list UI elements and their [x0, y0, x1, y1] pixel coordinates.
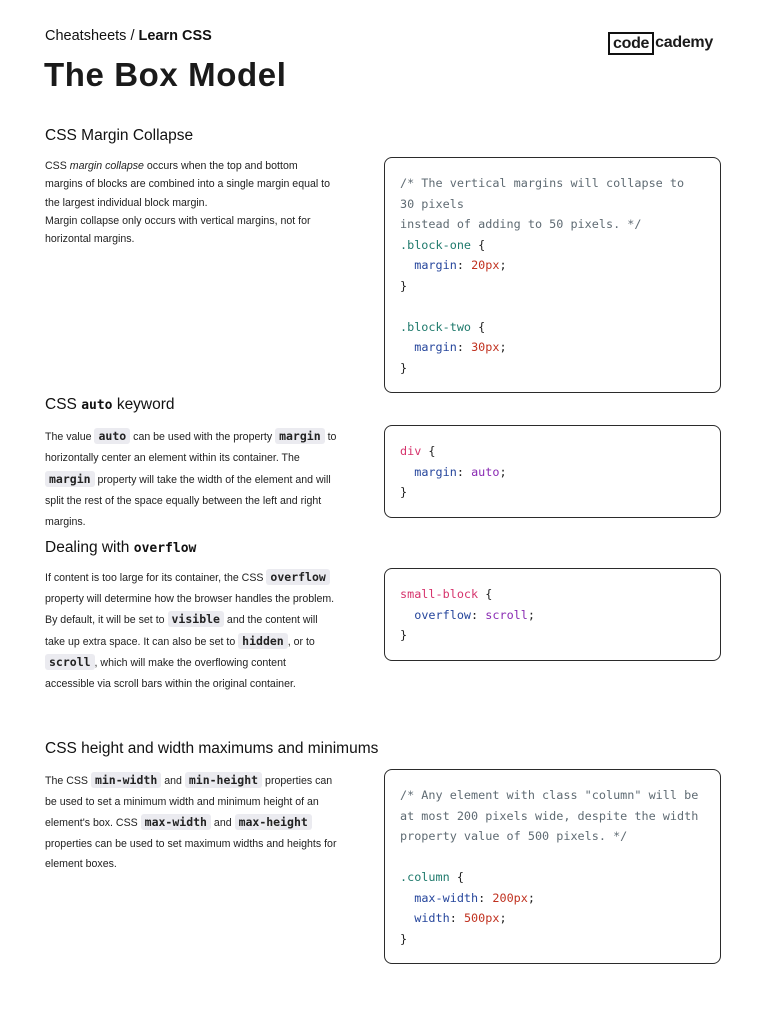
- section-heading-auto: CSS auto keyword: [45, 396, 175, 413]
- code-block-overflow: small-block { overflow: scroll; }: [384, 568, 721, 661]
- breadcrumb-link-cheatsheets[interactable]: Cheatsheets /: [45, 28, 135, 44]
- logo-box-text: code: [608, 32, 654, 55]
- inline-code-max-width: max-width: [141, 814, 211, 830]
- inline-code-hidden: hidden: [238, 633, 288, 649]
- inline-code-max-height: max-height: [235, 814, 312, 830]
- logo-rest-text: cademy: [655, 34, 713, 51]
- inline-code-min-height: min-height: [185, 772, 262, 788]
- section-heading-overflow: Dealing with overflow: [45, 539, 197, 556]
- inline-code-margin: margin: [275, 428, 325, 444]
- codecademy-logo[interactable]: [608, 31, 713, 55]
- breadcrumb: [45, 28, 212, 44]
- code-block-auto: div { margin: auto; }: [384, 425, 721, 518]
- section-text-min-max: The CSS min-width and min-height properties can be used to set a minimum width and minimum height of an element's box. CSS max-width and max-height properties can be used to set maximum widths and heights for element boxes.: [45, 773, 337, 871]
- code-block-margin-collapse: /* The vertical margins will collapse to 30 pixels instead of adding to 50 pixels. */ .block-one { margin: 20px; } .block-two { margin: 30px; }: [384, 157, 721, 393]
- code-block-min-max: /* Any element with class "column" will be at most 200 pixels wide, despite the width property value of 500 pixels. */ .column { max-width: 200px; width: 500px; }: [384, 769, 721, 964]
- inline-code-margin: margin: [45, 471, 95, 487]
- inline-code-scroll: scroll: [45, 654, 95, 670]
- section-heading-margin-collapse: CSS Margin Collapse: [45, 127, 194, 144]
- inline-code-overflow: overflow: [266, 569, 329, 585]
- section-heading-min-max: CSS height and width maximums and minimums: [45, 740, 379, 757]
- breadcrumb-current[interactable]: Learn CSS: [138, 28, 212, 44]
- section-text-margin-collapse: CSS margin collapse occurs when the top and bottom margins of blocks are combined into a single margin equal to the largest individual block margin. Margin collapse only occurs with vertical margins, not for horizontal margins.: [45, 160, 331, 246]
- section-text-auto: The value auto can be used with the property margin to horizontally center an element within its container. The margin property will take the width of the element and will split the rest of the space equally between the left and right margins.: [45, 429, 337, 528]
- inline-code-auto: auto: [94, 428, 130, 444]
- inline-code-min-width: min-width: [91, 772, 161, 788]
- inline-code-visible: visible: [168, 611, 224, 627]
- page-title: The Box Model: [44, 56, 287, 93]
- section-text-overflow: If content is too large for its container, the CSS overflow property will determine how the browser handles the problem. By default, it will be set to visible and the content will take up extra space. It can also be set to hidden , or to scroll , which will make the overflowing content accessible via scroll bars within the original container.: [45, 570, 335, 690]
